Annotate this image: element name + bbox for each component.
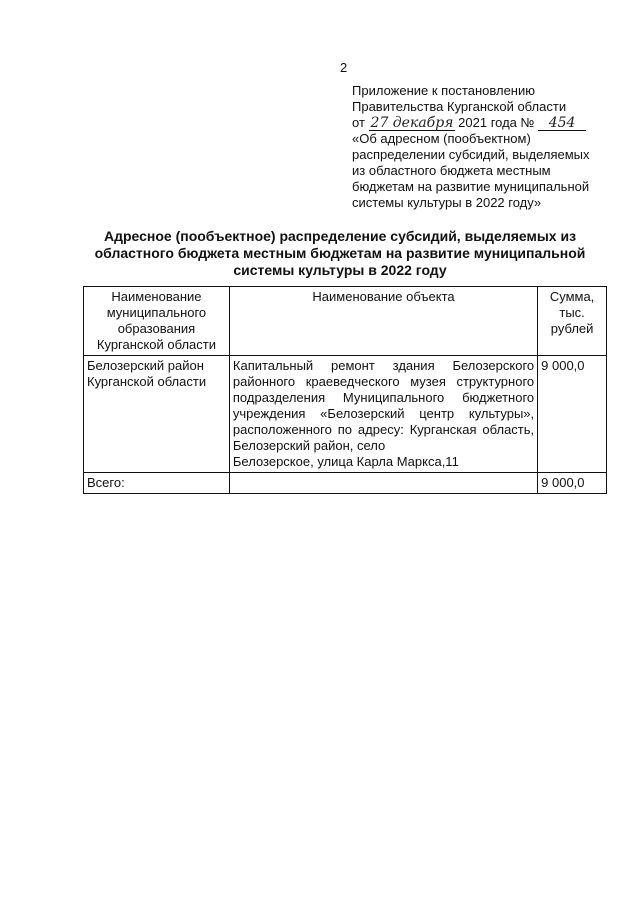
header-sum-l3: рублей — [550, 321, 594, 336]
header-municipality-l4: Курганской области — [96, 337, 216, 352]
appendix-line-6: из областного бюджета местным — [352, 163, 551, 178]
cell-object-last: Белозерское, улица Карла Маркса,11 — [232, 454, 459, 469]
appendix-line-7: бюджетам на развитие муниципальной — [352, 179, 590, 194]
total-sum: 9 000,0 — [538, 473, 607, 494]
handwritten-date: 27 декабря — [370, 115, 454, 131]
header-municipality-l3: образования — [117, 321, 196, 336]
total-label: Всего: — [84, 473, 230, 494]
cell-municipality: Белозерский район Курганской области — [84, 356, 230, 473]
appendix-block — [352, 83, 614, 211]
subsidy-table — [83, 286, 607, 494]
header-object: Наименование объекта — [229, 287, 537, 356]
appendix-line-5: распределении субсидий, выделяемых — [352, 147, 590, 162]
cell-object-main: Капитальный ремонт здания Белозерского районного краеведческого музея структурного подразделения Муниципального бюджетного учреждения «Белозерский центр культуры», расположенного по адресу: Курганская область, Белозерский район, село — [232, 358, 535, 453]
document-title — [80, 228, 600, 279]
header-sum-l1: Сумма, — [549, 289, 595, 304]
appendix-prefix-from: от — [352, 115, 365, 130]
cell-sum: 9 000,0 — [538, 356, 607, 473]
handwritten-number: 454 — [538, 116, 586, 131]
table-row — [84, 356, 607, 473]
table-header-row — [84, 287, 607, 356]
page-number: 2 — [340, 60, 348, 75]
appendix-line-8: системы культуры в 2022 году» — [352, 195, 542, 210]
appendix-line-2: Правительства Курганской области — [352, 99, 567, 114]
appendix-year-text: 2021 года № — [458, 115, 535, 130]
appendix-line-4: «Об адресном (пообъектном) — [352, 131, 531, 146]
table-total-row — [84, 473, 607, 494]
header-sum-l2: тыс. — [559, 305, 585, 320]
title-line-2: областного бюджета местным бюджетам на развитие муниципальной — [94, 245, 586, 261]
header-sum — [538, 287, 607, 356]
header-municipality — [84, 287, 230, 356]
appendix-date-line — [352, 115, 614, 131]
header-municipality-l1: Наименование — [111, 289, 202, 304]
header-municipality-l2: муниципального — [106, 305, 207, 320]
cell-object — [229, 356, 537, 473]
appendix-line-1: Приложение к постановлению — [352, 83, 535, 98]
title-line-3: системы культуры в 2022 году — [233, 262, 447, 278]
total-object — [229, 473, 537, 494]
title-line-1: Адресное (пообъектное) распределение субсидий, выделяемых из — [103, 228, 577, 244]
